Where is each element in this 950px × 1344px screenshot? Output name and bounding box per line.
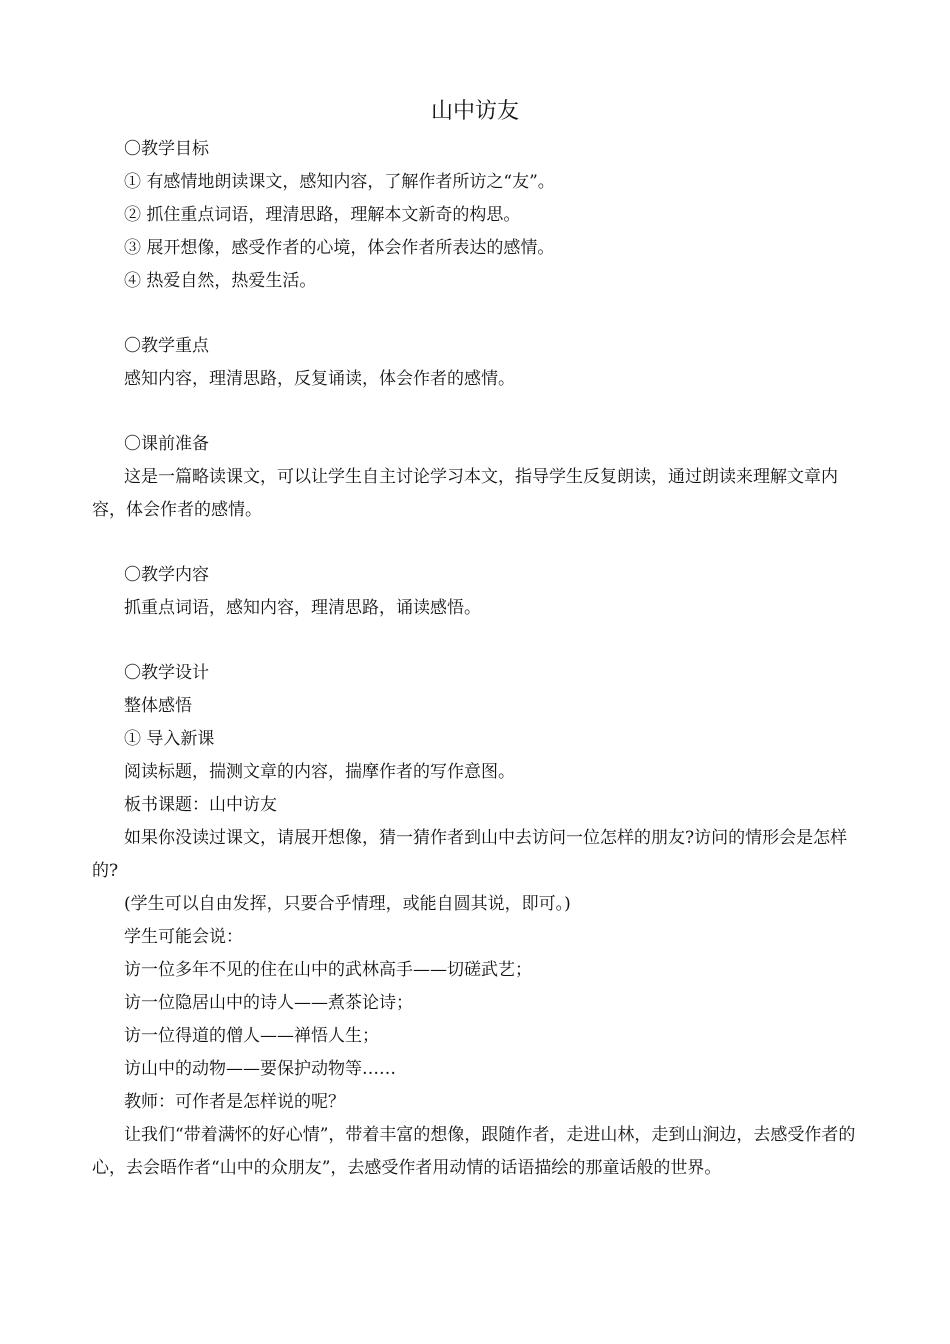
list-item: 访一位多年不见的住在山中的武林高手——切磋武艺； <box>124 960 532 980</box>
blank-line <box>92 527 858 559</box>
paragraph: 板书课题：山中访友 <box>124 795 277 815</box>
list-item: 访一位得道的僧人——禅悟人生； <box>124 1026 379 1046</box>
goal-item-1: ① 有感情地朗读课文，感知内容，了解作者所访之“友”。 <box>124 172 555 192</box>
design-step-1: ① 导入新课 <box>124 729 215 749</box>
list-item: 访山中的动物——要保护动物等…… <box>124 1059 396 1079</box>
blank-line <box>92 625 858 657</box>
section-heading-key-points: 〇教学重点 <box>124 336 209 356</box>
key-points-text: 感知内容，理清思路，反复诵读，体会作者的感情。 <box>124 369 515 389</box>
paragraph: 阅读标题，揣测文章的内容，揣摩作者的写作意图。 <box>124 762 515 782</box>
paragraph: 如果你没读过课文，请展开想像，猜一猜作者到山中去访问一位怎样的朋友?访问的情形会是怎样的? <box>92 828 848 881</box>
blank-line <box>92 298 858 330</box>
section-heading-content: 〇教学内容 <box>124 565 209 585</box>
content-text: 抓重点词语，感知内容，理清思路，诵读感悟。 <box>124 598 481 618</box>
document-body <box>92 133 858 1185</box>
paragraph: 教师：可作者是怎样说的呢？ <box>124 1092 345 1112</box>
paragraph: 学生可能会说： <box>124 927 243 947</box>
section-heading-preparation: 〇课前准备 <box>124 434 209 454</box>
document-title: 山中访友 <box>430 99 519 124</box>
goal-item-3: ③ 展开想像，感受作者的心境，体会作者所表达的感情。 <box>124 238 555 258</box>
goal-item-2: ② 抓住重点词语，理清思路，理解本文新奇的构思。 <box>124 205 521 225</box>
preparation-text: 这是一篇略读课文，可以让学生自主讨论学习本文，指导学生反复朗读，通过朗读来理解文章内容，体会作者的感情。 <box>92 467 838 520</box>
section-heading-goals: 〇教学目标 <box>124 139 209 159</box>
section-heading-design: 〇教学设计 <box>124 663 209 683</box>
blank-line <box>92 396 858 428</box>
list-item: 访一位隐居山中的诗人——煮茶论诗； <box>124 993 413 1013</box>
paragraph: 让我们“带着满怀的好心情”，带着丰富的想像，跟随作者，走进山林，走到山涧边，去感受作者的心，去会晤作者“山中的众朋友”，去感受作者用动情的话语描绘的那童话般的世界。 <box>92 1125 856 1178</box>
design-subheading: 整体感悟 <box>124 696 192 716</box>
paragraph: (学生可以自由发挥，只要合乎情理，或能自圆其说，即可。) <box>124 894 571 914</box>
goal-item-4: ④ 热爱自然，热爱生活。 <box>124 271 317 291</box>
